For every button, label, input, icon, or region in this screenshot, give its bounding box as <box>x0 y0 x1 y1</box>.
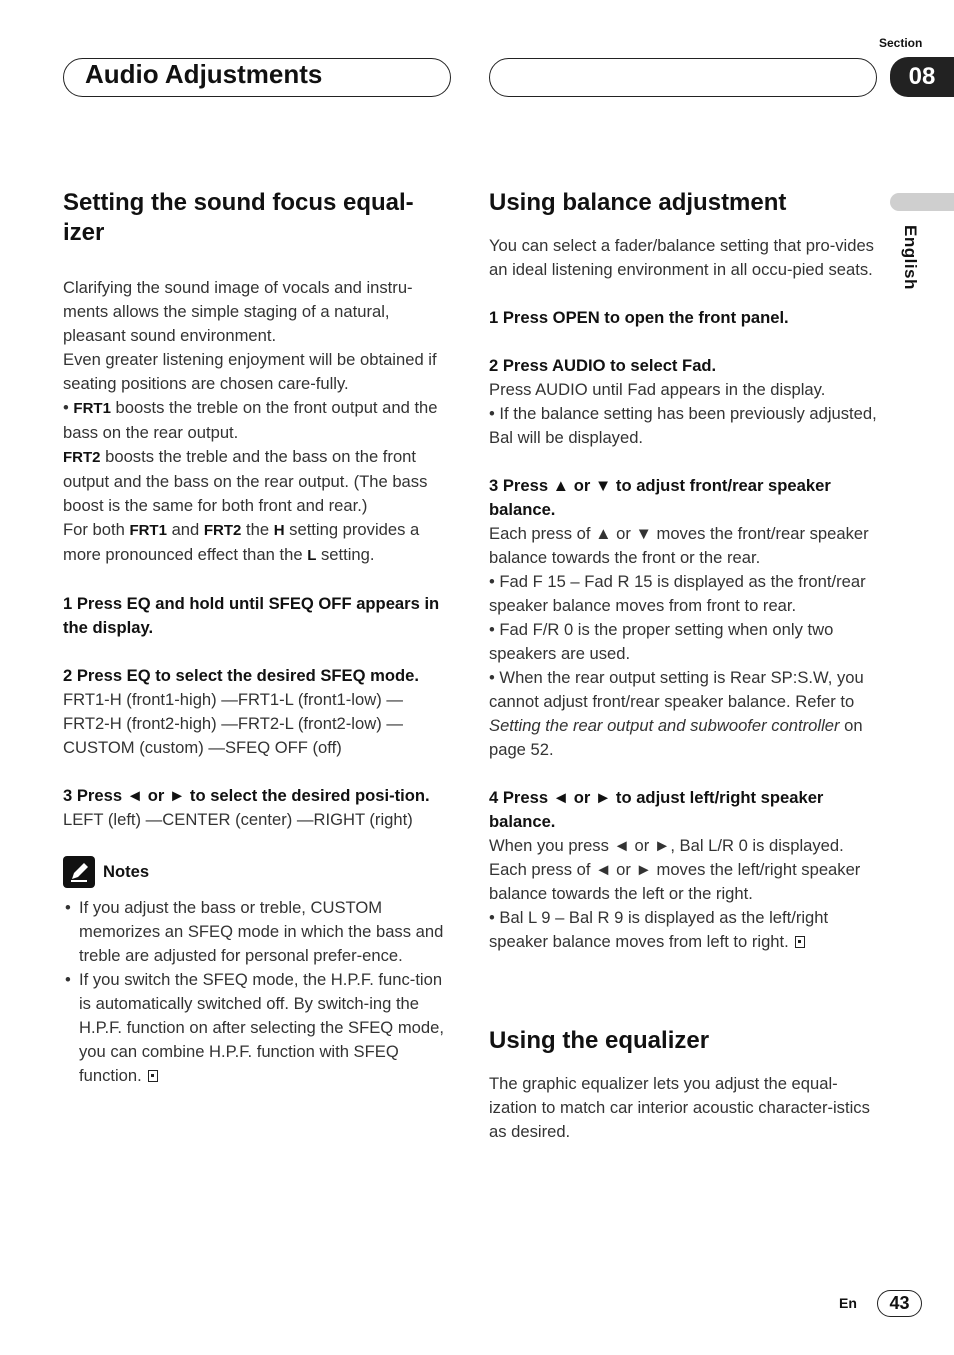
positions-line: LEFT (left) —CENTER (center) —RIGHT (right) <box>63 810 413 829</box>
note-1: • If you adjust the bass or treble, CUSTOM memorizes an SFEQ mode in which the bass and treble are adjusted for personal prefer-ence. <box>63 896 453 968</box>
both-h: H <box>273 522 285 539</box>
modes-line-3: CUSTOM (custom) —SFEQ OFF (off) <box>63 738 342 757</box>
section-number: 08 <box>890 57 954 97</box>
intro-paragraph-1: Clarifying the sound image of vocals and instru-ments allows the simple staging of a natural, pleasant sound environment. <box>63 278 413 345</box>
language-label: English <box>901 225 920 290</box>
balance-step-3-bullet-1: • Fad F 15 – Fad R 15 is displayed as the front/rear speaker balance moves from front to rear. <box>489 572 866 615</box>
balance-step-3: 3 Press ▲ or ▼ to adjust front/rear speaker balance. <box>489 476 831 519</box>
step-1: 1 Press EQ and hold until SFEQ OFF appears in the display. <box>63 594 440 637</box>
heading-sound-focus: Setting the sound focus equal-izer <box>63 189 414 246</box>
balance-step-2: 2 Press AUDIO to select Fad. <box>489 356 717 375</box>
step-4-bullet-text: • Bal L 9 – Bal R 9 is displayed as the left/right speaker balance moves from left to right. <box>489 908 829 951</box>
frt2-description <box>63 445 453 518</box>
rear-output-reference: Setting the rear output and subwoofer controller <box>489 716 840 735</box>
frt2-text: boosts the treble and the bass on the front output and the bass on the rear output. (The bass boost is the same for both front and rear.) <box>63 447 428 515</box>
left-column <box>63 188 453 1088</box>
page-number: 43 <box>877 1290 922 1317</box>
frt1-text: boosts the treble on the front output and the bass on the rear output. <box>63 398 438 442</box>
frt2-label: FRT2 <box>63 449 101 466</box>
note-2 <box>63 968 453 1088</box>
notes-title: Notes <box>103 862 150 881</box>
equalizer-text: The graphic equalizer lets you adjust the equal-ization to match car interior acoustic character-istics as desired. <box>489 1074 870 1141</box>
balance-step-1: 1 Press OPEN to open the front panel. <box>489 308 789 327</box>
both-end: setting. <box>320 545 375 564</box>
modes-line-2: FRT2-H (front2-high) —FRT2-L (front2-low) — <box>63 714 403 733</box>
header-blank-box <box>489 58 877 97</box>
both-the: the <box>246 520 270 539</box>
balance-step-2-body: Press AUDIO until Fad appears in the display. <box>489 380 826 399</box>
heading-equalizer: Using the equalizer <box>489 1027 710 1054</box>
footer-language: En <box>839 1295 857 1311</box>
intro-paragraph-2: Even greater listening enjoyment will be obtained if seating positions are chosen care-fully. <box>63 350 437 393</box>
language-tab <box>890 193 954 211</box>
bullet-3-page: on page 52. <box>489 716 863 759</box>
balance-step-4-body-2: Each press of ◄ or ► moves the left/right speaker balance towards the left or the right. <box>489 860 861 903</box>
both-mid: setting provides a more pronounced effect than the <box>63 520 420 564</box>
notes-header <box>63 856 453 888</box>
both-text: For both <box>63 520 125 539</box>
frt1-label: FRT1 <box>73 400 111 417</box>
end-mark-icon <box>795 936 805 948</box>
page-title: Audio Adjustments <box>85 59 323 89</box>
note-2-text: If you switch the SFEQ mode, the H.P.F. func-tion is automatically switched off. By switch-ing the H.P.F. function on after selecting the SFEQ mode, you can combine H.P.F. function with SFEQ function. <box>79 970 444 1085</box>
frt1-description: • FRT1 boosts the treble on the front output and the bass on the rear output. <box>63 398 438 442</box>
both-description <box>63 518 453 568</box>
balance-step-4-bullet <box>489 906 877 954</box>
balance-step-3-body: Each press of ▲ or ▼ moves the front/rear speaker balance towards the front or the rear. <box>489 524 869 567</box>
balance-step-3-bullet-3 <box>489 666 877 762</box>
heading-balance: Using balance adjustment <box>489 189 787 216</box>
balance-intro: You can select a fader/balance setting that pro-vides an ideal listening environment in all occu-pied seats. <box>489 236 874 279</box>
pencil-icon <box>63 856 95 888</box>
both-and: and <box>171 520 200 539</box>
both-frt2: FRT2 <box>203 522 242 539</box>
modes-line-1: FRT1-H (front1-high) —FRT1-L (front1-low) — <box>63 690 403 709</box>
right-column <box>489 188 877 1144</box>
bullet-3-text: • When the rear output setting is Rear SP:S.W, you cannot adjust front/rear speaker balance. Refer to <box>489 668 864 711</box>
end-mark-icon <box>148 1070 158 1082</box>
both-l: L <box>307 547 317 564</box>
balance-step-4-body-1: When you press ◄ or ►, Bal L/R 0 is displayed. <box>489 836 844 855</box>
step-2: 2 Press EQ to select the desired SFEQ mode. <box>63 666 419 685</box>
step-3: 3 Press ◄ or ► to select the desired posi-tion. <box>63 786 430 805</box>
balance-step-3-bullet-2: • Fad F/R 0 is the proper setting when only two speakers are used. <box>489 620 834 663</box>
balance-step-4: 4 Press ◄ or ► to adjust left/right speaker balance. <box>489 788 824 831</box>
section-label: Section <box>879 36 923 50</box>
balance-step-2-bullet: • If the balance setting has been previously adjusted, Bal will be displayed. <box>489 404 877 447</box>
both-frt1: FRT1 <box>129 522 167 539</box>
